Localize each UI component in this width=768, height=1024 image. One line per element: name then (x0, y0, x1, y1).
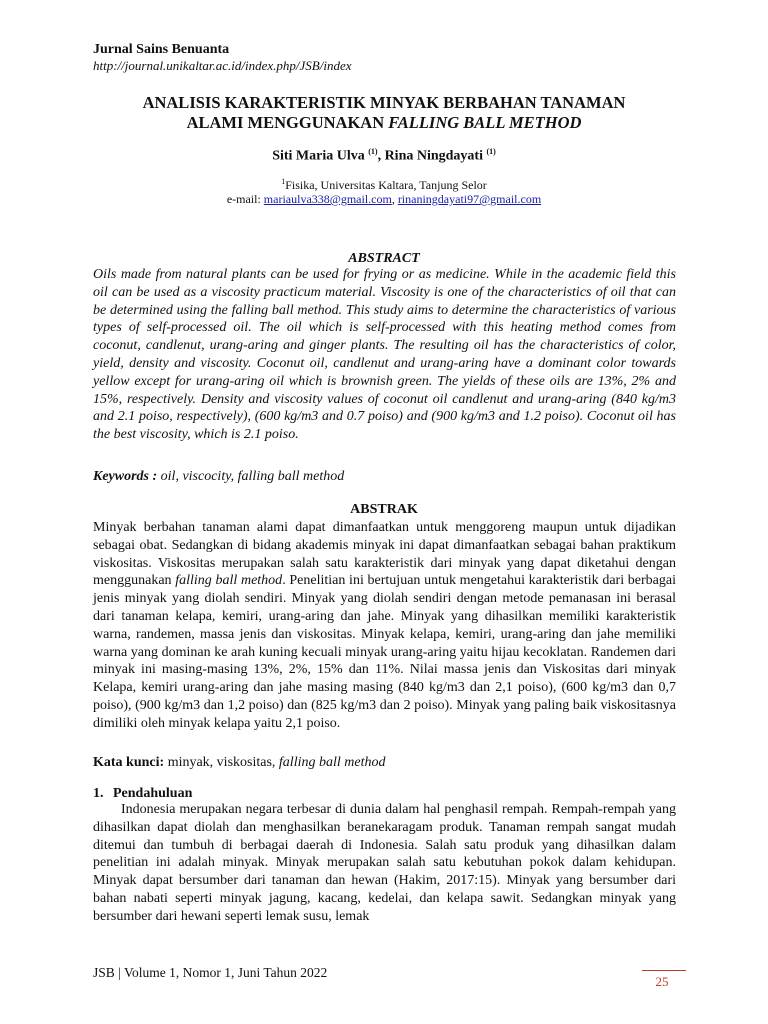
kata-kunci-label: Kata kunci: (93, 755, 165, 770)
author-1-affil: (1) (368, 147, 378, 156)
author-1-name: Siti Maria Ulva (272, 148, 365, 164)
affiliation (90, 177, 678, 193)
author-2-affil: (1) (486, 147, 496, 156)
section-number: 1. (93, 786, 104, 801)
introduction-text: Indonesia merupakan negara terbesar di dunia dalam hal penghasil rempah. Rempah-rempah yang dihasilkan dapat diolah dan menghasilkan beranekaragam produk. Tanaman rempah sangat mudah ditemui dan tumbuh di berbagai daerah di Indonesia. Salah satu produk yang dihasilkan dalam penelitian ini adalah minyak. Minyak merupakan salah satu kebutuhan pokok dalam kehidupan. Minyak dapat bersumber dari tanaman dan hewan (Hakim, 2017:15). Minyak yang bersumber dari bahan nabati seperti minyak jagung, kacang, kedelai, dan kelapa sawit. Sedangkan minyak yang bersumber dari hewani seperti lemak susu, lemak (93, 802, 676, 924)
email-link-1[interactable]: mariaulva338@gmail.com (263, 192, 392, 206)
affiliation-text: Fisika, Universitas Kaltara, Tanjung Selor (285, 178, 487, 192)
journal-name: Jurnal Sains Benuanta (93, 42, 230, 57)
footer-citation: JSB | Volume 1, Nomor 1, Juni Tahun 2022 (93, 965, 328, 980)
abstract-heading: ABSTRACT (348, 251, 420, 266)
section-heading (93, 786, 192, 802)
title-line-1: ANALISIS KARAKTERISTIK MINYAK BERBAHAN TANAMAN (142, 93, 626, 112)
keywords-text: oil, viscocity, falling ball method (157, 469, 345, 484)
author-list (90, 147, 678, 165)
section-title: Pendahuluan (113, 786, 193, 801)
email-separator: , (391, 192, 398, 206)
abstrak-text-part-2: . Penelitian ini bertujuan untuk mengetahui karakteristik dari berbagai jenis minyak yang diolah sendiri. Minyak yang diolah sendiri dengan metode pemanasan ini berasal dari tanaman kelapa, kemiri, urang-aring dan jahe. Minyak yang dihasilkan memiliki karakteristik warna, randemen, massa jenis dan viskositas. Minyak kelapa, kemiri, urang-aring dan jahe memiliki warna yang dominan ke arah kuning kecuali minyak urang-aring yaitu hijau kecoklatan. Randemen dari minyak ini masing-masing 13%, 2%, 15% dan 11%. Nilai massa jenis dan Viskositas dari minyak Kelapa, kemiri urang-aring dan jahe masing masing (840 kg/m3 dan 2,1 poiso), (600 kg/m3 dan 0,7 poiso), (900 kg/m3 dan 1,2 poiso) dan (825 kg/m3 dan 2 poiso). Minyak yang paling baik viskositasnya dimiliki oleh minyak kelapa yaitu 2,1 poiso. (93, 573, 676, 731)
abstrak-text-part-1: Minyak berbahan tanaman alami dapat dimanfaatkan untuk menggoreng maupun untuk dijadikan sebagai obat. Sedangkan di bidang akademis minyak ini dapat dimanfaatkan sebagai bahan praktikum viskositas. Viskositas merupakan salah satu karakteristik dari minyak yang dapat diketahui dengan menggunakan (93, 520, 676, 589)
email-label: e-mail: (226, 192, 264, 206)
kata-kunci-italic: falling ball method (278, 755, 386, 770)
page-number-rule (642, 970, 686, 971)
abstrak-heading: ABSTRAK (350, 502, 418, 517)
abstract-text: Oils made from natural plants can be used for frying or as medicine. While in the academic field this oil can be used as a viscosity practicum material. Viscosity is one of the characteristics of oil that can be determined using the falling ball method. This study aims to determine the characteristics of various types of self-processed oil. The oil which is self-processed with this heating method comes from coconut, candlenut, urang-aring and ginger plants. The resulting oil has the characteristics of color, yield, density and viscosity. Coconut oil, candlenut and urang-aring have a dominant color towards yellow except for urang-aring oil which is brownish green. The yields of these oils are 13%, 2% and 15%, respectively. Density and viscosity values of coconut oil candlenut and urang-aring (840 kg/m3 and 2.1 poiso, respectively), (600 kg/m3 and 0.7 poiso) and (900 kg/m3 and 1.2 poiso). Coconut oil has the best viscosity, which is 2.1 poiso. (93, 267, 676, 443)
author-2-name: Rina Ningdayati (384, 148, 483, 164)
email-line (90, 192, 678, 207)
abstrak-text-italic: falling ball method (175, 573, 283, 589)
title-line-2-italic: FALLING BALL METHOD (388, 113, 582, 132)
affiliation-marker: 1 (281, 177, 286, 186)
abstrak-text (93, 519, 676, 733)
title-line-2-plain: ALAMI MENGGUNAKAN (186, 113, 389, 132)
paper-title (90, 93, 678, 133)
author-separator: , (377, 148, 385, 164)
kata-kunci (93, 755, 385, 771)
email-link-2[interactable]: rinaningdayati97@gmail.com (397, 192, 542, 206)
title-line-2 (90, 113, 678, 133)
kata-kunci-plain: minyak, viskositas, (164, 755, 279, 770)
journal-url[interactable]: http://journal.unikaltar.ac.id/index.php/JSB/index (93, 58, 352, 73)
keywords-label: Keywords : (93, 469, 158, 484)
keywords (93, 469, 344, 485)
page-number: 25 (655, 974, 669, 989)
